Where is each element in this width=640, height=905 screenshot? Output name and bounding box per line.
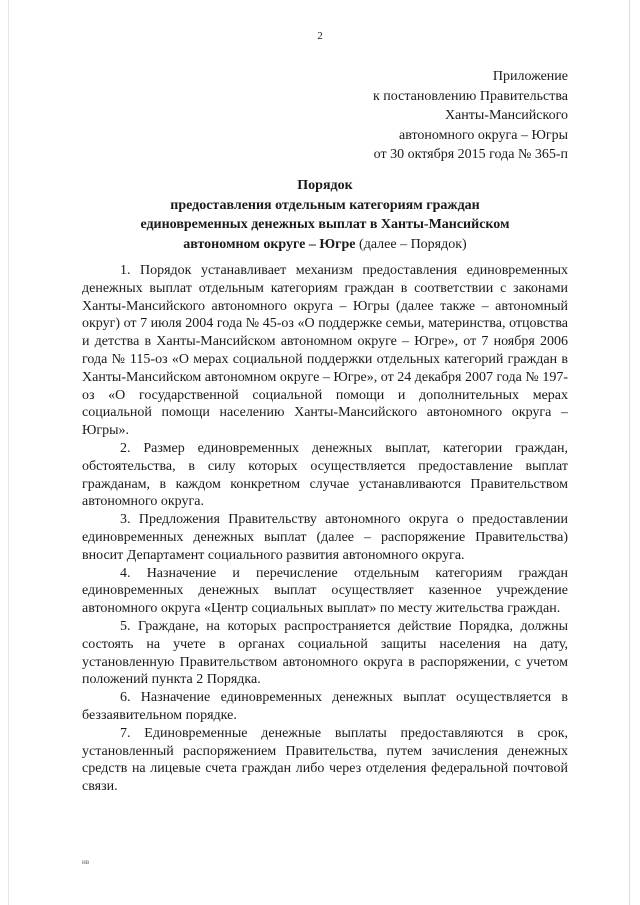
appendix-line: к постановлению Правительства bbox=[372, 88, 568, 104]
appendix-line: от 30 октября 2015 года № 365-п bbox=[373, 147, 568, 162]
appendix-line: автономного округа – Югры bbox=[399, 127, 568, 143]
paragraph: 1. Порядок устанавливает механизм предоставления единовременных денежных выплат отдельным категориям граждан в соответствии с законами Ханты-Мансийского автономного округа – Югры (далее также – автономный округ) от 7 июля 2004 года № 45-оз «О поддержке семьи, материнства, отцовства и детства в Ханты-Мансийском автономном округе – Югре», от 7 ноября 2006 года № 115-оз «О мерах социальной поддержки отдельных категорий граждан в Ханты-Мансийском автономном округе – Югре», от 24 декабря 2007 года № 197-оз «О государственной социальной помощи и дополнительных мерах социальной помощи населению Ханты-Мансийского автономного округа – Югры». bbox=[82, 263, 568, 439]
title-line-rest: (далее – Порядок) bbox=[355, 236, 467, 252]
scan-edge-left bbox=[8, 0, 9, 905]
footer-mark: нв bbox=[82, 858, 90, 866]
appendix-block bbox=[373, 67, 568, 165]
document-title bbox=[80, 176, 570, 254]
title-line-bold: автономном округе – Югре bbox=[183, 236, 356, 252]
title-line: Порядок bbox=[297, 178, 353, 193]
paragraph: 3. Предложения Правительству автономного округа о предоставлении единовременных денежных выплат (далее – распоряжение Правительства) вносит Департамент социального развития автономного округа. bbox=[82, 512, 568, 563]
paragraph: 5. Граждане, на которых распространяется действие Порядка, должны состоять на учете в органах социальной защиты населения на дату, установленную Правительством автономного округа в распоряжении, с учетом положений пункта 2 Порядка. bbox=[82, 618, 568, 688]
title-line: предоставления отдельным категориям граждан bbox=[170, 197, 480, 213]
scan-edge-right bbox=[629, 0, 630, 905]
title-line: единовременных денежных выплат в Ханты-Мансийском bbox=[140, 217, 510, 232]
paragraph: 6. Назначение единовременных денежных выплат осуществляется в беззаявительном порядке. bbox=[82, 690, 568, 723]
paragraph: 7. Единовременные денежные выплаты предоставляются в срок, установленный распоряжением Правительства, путем зачисления денежных средств на лицевые счета граждан либо через отделения федеральной почтовой связи. bbox=[82, 725, 568, 795]
page-number: 2 bbox=[317, 30, 323, 42]
appendix-line: Приложение bbox=[492, 69, 568, 84]
paragraph: 4. Назначение и перечисление отдельным категориям граждан единовременных денежных выплат осуществляет казенное учреждение автономного округа «Центр социальных выплат» по месту жительства граждан. bbox=[82, 565, 568, 617]
paragraph: 2. Размер единовременных денежных выплат, категории граждан, обстоятельства, в силу которых осуществляется предоставление выплат гражданам, в каждом конкретном случае устанавливаются Правительством автономного округа. bbox=[82, 440, 568, 510]
document-body bbox=[82, 262, 568, 796]
appendix-line: Ханты-Мансийского bbox=[444, 108, 568, 123]
